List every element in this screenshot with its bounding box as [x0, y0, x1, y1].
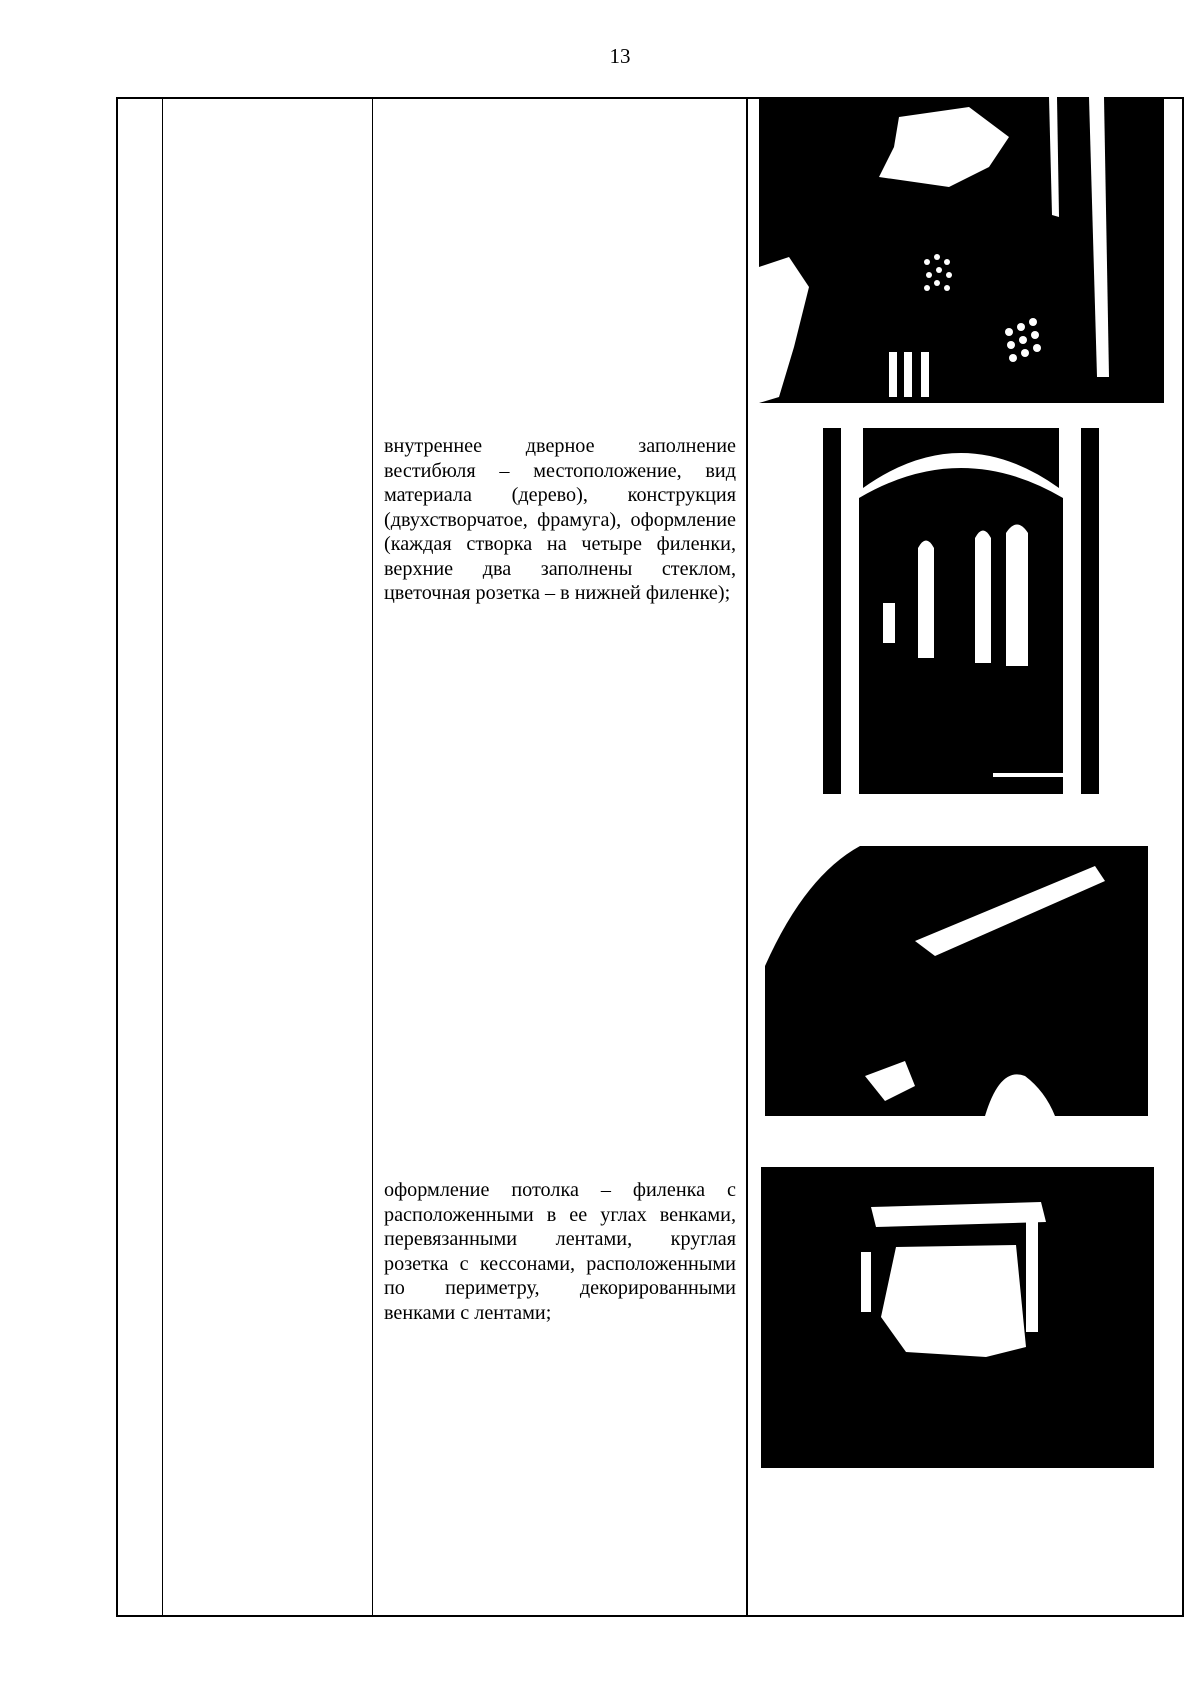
column-divider-1 — [162, 97, 163, 1617]
ceiling-photo-icon — [761, 1167, 1154, 1468]
column-divider-3 — [746, 97, 748, 1617]
page-number: 13 — [609, 44, 631, 68]
arch-detail-photo-icon — [765, 846, 1148, 1116]
column-divider-2 — [372, 97, 373, 1617]
description-door: внутреннее дверное заполнение вестибюля – местоположение, вид материала (дерево), конструкция (двухстворчатое, фрамуга), оформление (каждая створка на четыре филенки, верхние два заполнены стеклом, цветочная розетка – в нижней филенке); — [384, 435, 736, 604]
door-photo-icon — [759, 97, 1164, 403]
description-ceiling: оформление потолка – филенка с расположенными в ее углах венками, перевязанными лентами, круглая розетка с кессонами, расположенными по периметру, декорированными венками с лентами; — [384, 1179, 736, 1324]
arched-door-photo-icon — [823, 428, 1099, 794]
